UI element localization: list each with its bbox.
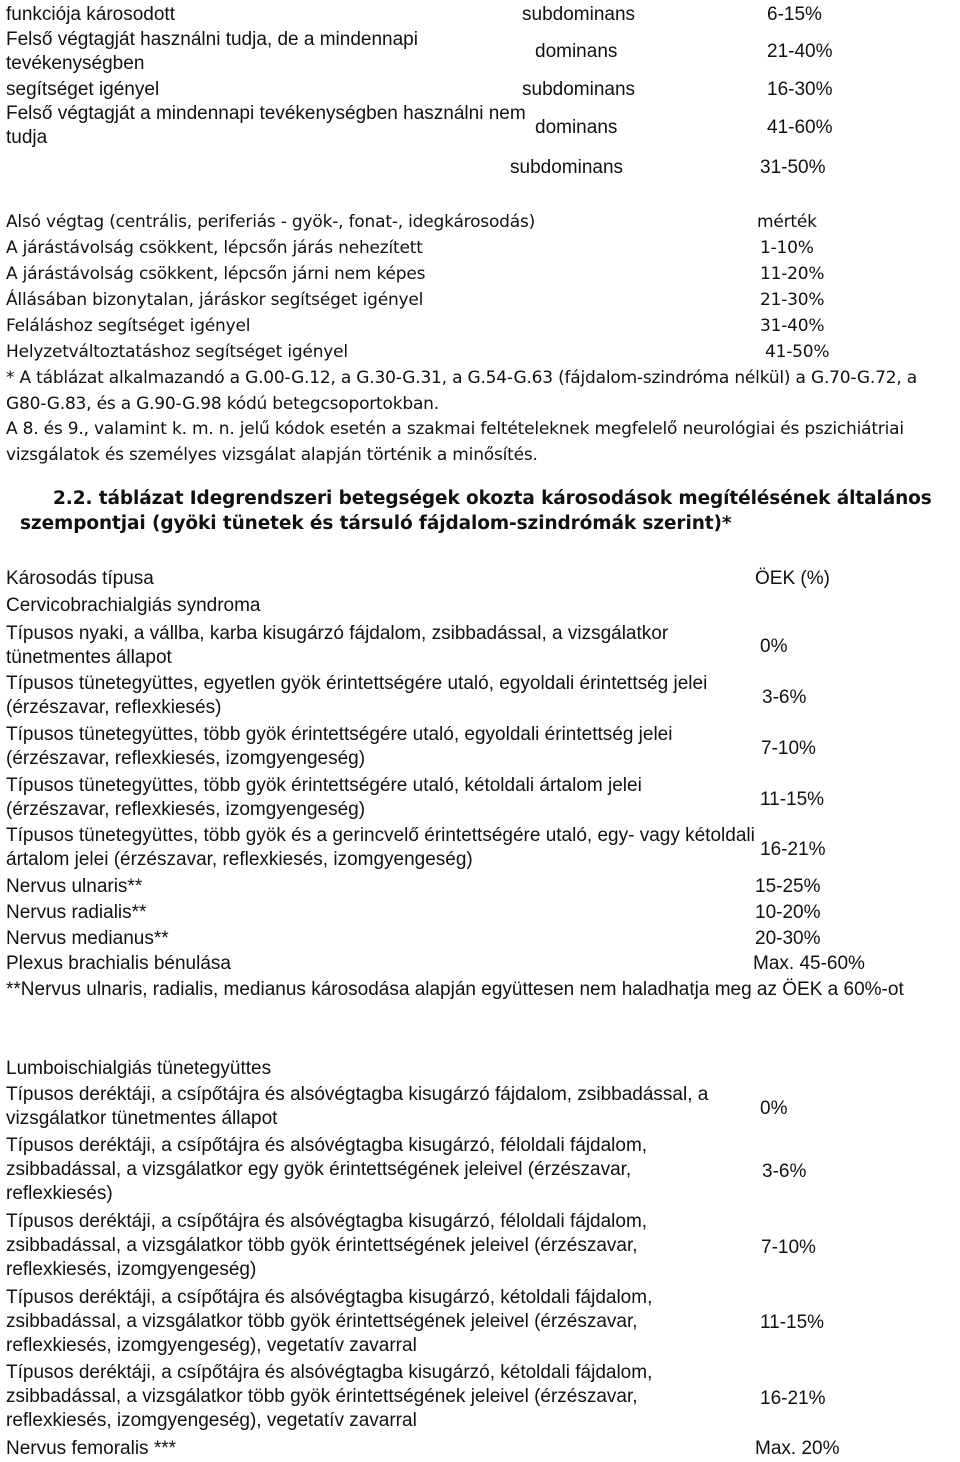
hand-value: subdominans: [522, 79, 636, 100]
table-row-label: Típusos tünetegyüttes, több gyök és a gerincvelő érintettségére utaló, egy- vagy kétoldali ártalom jelei (érzészavar, reflexkiesés, izomgyengeség): [6, 825, 755, 870]
table-row-value: 16-21%: [760, 839, 826, 860]
column-header: Károsodás típusa: [6, 568, 154, 589]
table-row-value: Max. 45-60%: [753, 953, 865, 974]
table-row-value: 7-10%: [761, 1237, 816, 1258]
table-row-label: Nervus ulnaris**: [6, 876, 143, 897]
table-row-label: Típusos deréktáji, a csípőtájra és alsóvégtagba kisugárzó, féloldali fájdalom, zsibbadással, a vizsgálatkor egy gyök érintettségének jeleivel (érzészavar, reflexkiesés): [6, 1135, 648, 1204]
hand-value: subdominans: [510, 157, 624, 178]
percent-value: 21-40%: [767, 41, 833, 62]
table-row-value: Max. 20%: [755, 1438, 840, 1459]
table-row-label: Típusos tünetegyüttes, több gyök érintettségére utaló, egyoldali érintettség jelei (érzészavar, reflexkiesés, izomgyengeség): [6, 724, 673, 769]
table-row-label: Típusos deréktáji, a csípőtájra és alsóvégtagba kisugárzó, kétoldali fájdalom, zsibbadással, a vizsgálatkor több gyök érintettségének jeleivel (érzészavar, reflexkiesés, izomgyengeség), vegetatív zavarral: [6, 1287, 653, 1356]
table-row-value: 16-21%: [760, 1388, 826, 1409]
percent-value: 21-30%: [760, 290, 825, 310]
table-row-label: Nervus femoralis ***: [6, 1438, 176, 1459]
table-row-label: Nervus medianus**: [6, 928, 169, 949]
row-label: Feláláshoz segítséget igényel: [6, 316, 251, 336]
row-label: A járástávolság csökkent, lépcsőn járás nehezített: [6, 238, 423, 258]
table-row-value: 11-15%: [760, 789, 825, 810]
table-row-value: 0%: [760, 636, 788, 657]
table-row-value: 15-25%: [755, 876, 821, 897]
percent-value: 16-30%: [767, 79, 833, 100]
table-row-label: Típusos tünetegyüttes, több gyök érintettségére utaló, kétoldali ártalom jelei (érzészavar, reflexkiesés, izomgyengeség): [6, 775, 642, 820]
row-label: Helyzetváltoztatáshoz segítséget igényel: [6, 342, 348, 362]
group-title: Lumboischialgiás tünetegyüttes: [6, 1058, 272, 1079]
hand-value: dominans: [535, 117, 618, 138]
table-row-value: 3-6%: [762, 687, 807, 708]
group-title: Cervicobrachialgiás syndroma: [6, 595, 261, 616]
table-row-label: Típusos nyaki, a vállba, karba kisugárzó fájdalom, zsibbadással, a vizsgálatkor tünetmentes állapot: [6, 623, 669, 668]
table-row-value: 0%: [760, 1098, 788, 1119]
column-header: mérték: [757, 212, 817, 232]
percent-value: 41-60%: [767, 117, 833, 138]
table-row-label: Típusos tünetegyüttes, egyetlen gyök érintettségére utaló, egyoldali érintettség jelei (érzészavar, reflexkiesés): [6, 673, 708, 718]
percent-value: 6-15%: [767, 4, 822, 25]
table-note: **Nervus ulnaris, radialis, medianus károsodása alapján együttesen nem haladhatja meg az ÖEK a 60%-ot: [6, 979, 904, 1000]
percent-value: 31-40%: [760, 316, 825, 336]
row-label: Felső végtagját használni tudja, de a mindennapi tevékenységben: [6, 29, 418, 74]
percent-value: 41-50%: [765, 342, 830, 362]
table-row-label: Nervus radialis**: [6, 902, 147, 923]
column-header: ÖEK (%): [755, 568, 830, 589]
row-label: funkciója károsodott: [6, 4, 175, 25]
table-row-value: 10-20%: [755, 902, 821, 923]
table-row-value: 11-15%: [760, 1312, 825, 1333]
row-label: Állásában bizonytalan, járáskor segítséget igényel: [6, 290, 424, 310]
table-row-label: Plexus brachialis bénulása: [6, 953, 231, 974]
hand-value: subdominans: [522, 4, 636, 25]
table-row-value: 3-6%: [762, 1161, 807, 1182]
percent-value: 1-10%: [760, 238, 814, 258]
table-row-label: Típusos deréktáji, a csípőtájra és alsóvégtagba kisugárzó fájdalom, zsibbadással, a vizsgálatkor tünetmentes állapot: [6, 1084, 709, 1129]
table-row-label: Típusos deréktáji, a csípőtájra és alsóvégtagba kisugárzó, kétoldali fájdalom, zsibbadással, a vizsgálatkor több gyök érintettségének jeleivel (érzészavar, reflexkiesés, izomgyengeség), vegetatív zavarral: [6, 1362, 653, 1431]
row-label: Felső végtagját a mindennapi tevékenységben használni nem tudja: [6, 103, 526, 148]
row-label: segítséget igényel: [6, 79, 160, 100]
footnote: * A táblázat alkalmazandó a G.00-G.12, a G.30-G.31, a G.54-G.63 (fájdalom-szindróma nélkül) a G.70-G.72, a G80-G.83, és a G.90-G.98 kódú betegcsoportokban.: [6, 368, 917, 414]
footnote: A 8. és 9., valamint k. m. n. jelű kódok esetén a szakmai feltételeknek megfelelő neurológiai és pszichiátriai vizsgálatok és személyes vizsgálat alapján történik a minősítés.: [6, 419, 904, 465]
hand-value: dominans: [535, 41, 618, 62]
percent-value: 11-20%: [760, 264, 825, 284]
table-title: 2.2. táblázat Idegrendszeri betegségek okozta károsodások megítélésének általános szempontjai (gyöki tünetek és társuló fájdalom-szindrómák szerint)*: [20, 488, 932, 534]
table-row-value: 7-10%: [761, 738, 816, 759]
row-label: A járástávolság csökkent, lépcsőn járni nem képes: [6, 264, 426, 284]
section-header: Alsó végtag (centrális, periferiás - gyök-, fonat-, idegkárosodás): [6, 212, 536, 232]
table-row-value: 20-30%: [755, 928, 821, 949]
percent-value: 31-50%: [760, 157, 826, 178]
table-row-label: Típusos deréktáji, a csípőtájra és alsóvégtagba kisugárzó, féloldali fájdalom, zsibbadással, a vizsgálatkor több gyök érintettségének jeleivel (érzészavar, reflexkiesés, izomgyengeség): [6, 1211, 648, 1280]
